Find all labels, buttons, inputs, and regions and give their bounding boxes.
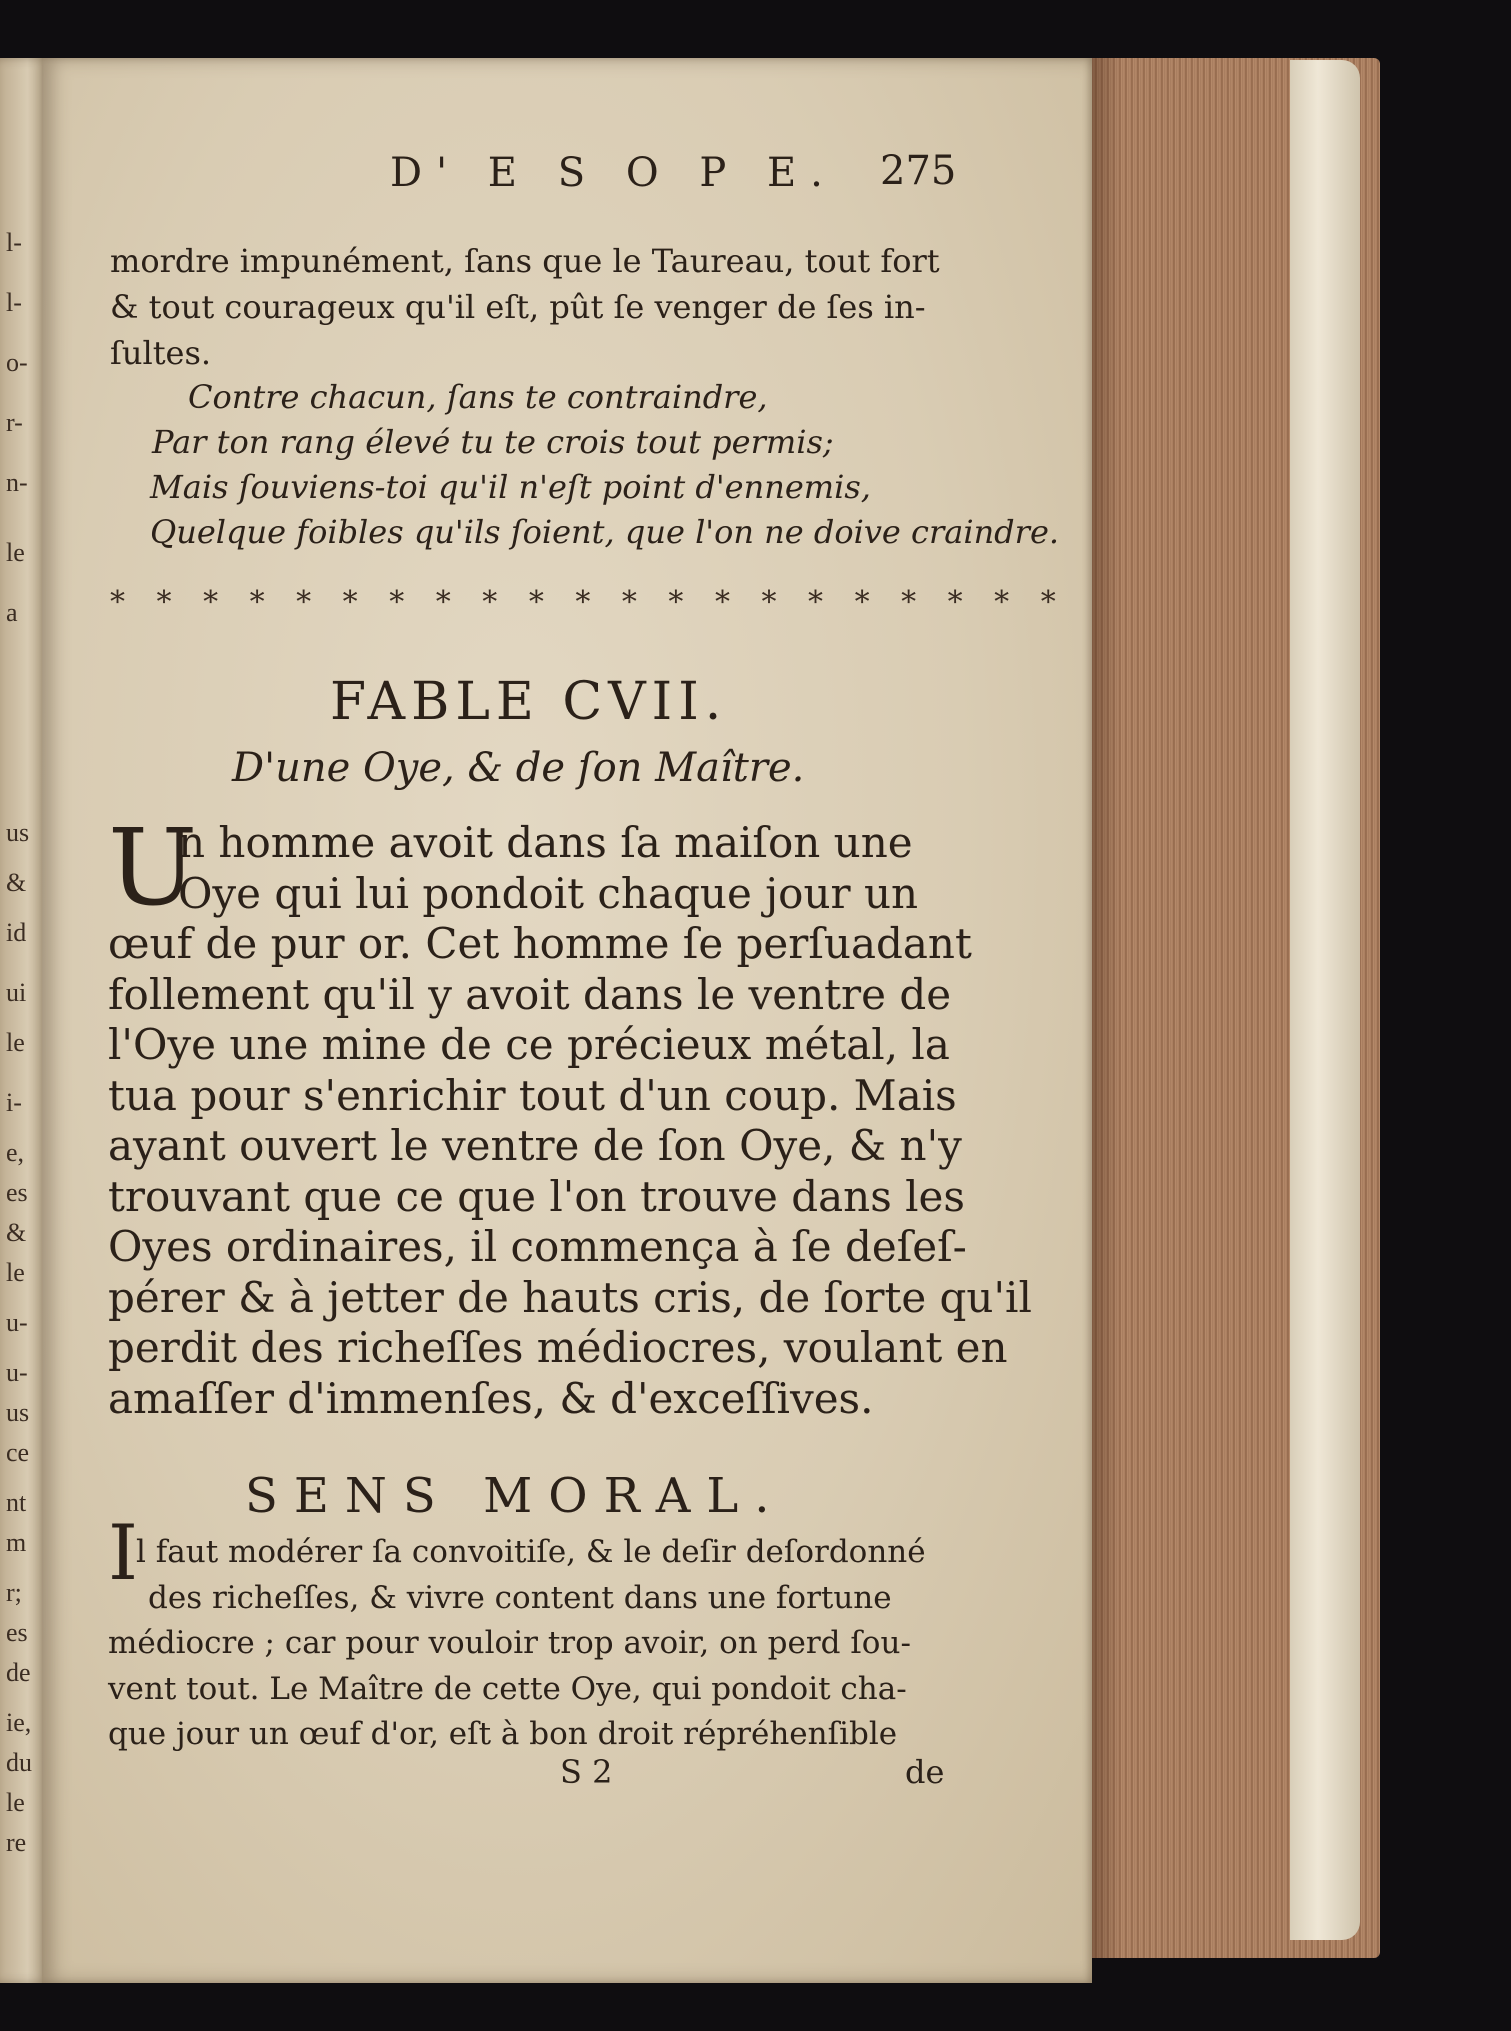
left-page-text-fragment: o-	[6, 348, 28, 377]
fable-title: FABLE CVII.	[330, 672, 728, 732]
signature-mark: S 2	[560, 1753, 613, 1791]
left-page-text-fragment: le	[6, 1788, 25, 1817]
text-line: tua pour s'enrichir tout d'un coup. Mais	[108, 1070, 957, 1120]
left-page-text-fragment: us	[6, 818, 30, 847]
catchword: de	[905, 1753, 945, 1791]
left-page-text-fragment: r;	[6, 1578, 22, 1607]
text-line: ſultes.	[110, 334, 212, 372]
left-page-text-fragment: le	[6, 1028, 25, 1057]
text-line: mordre impunément, ſans que le Taureau, tout fort	[110, 242, 940, 280]
text-line: follement qu'il y avoit dans le ventre de	[108, 969, 952, 1019]
left-page-text-fragment: n-	[6, 468, 28, 497]
text-line: vent tout. Le Maître de cette Oye, qui pondoit cha-	[108, 1670, 907, 1707]
text-line: pérer & à jetter de hauts cris, de ſorte qu'il	[108, 1272, 1032, 1322]
left-page-text-fragment: ui	[6, 978, 27, 1007]
left-page-text-fragment: i-	[6, 1088, 22, 1117]
moral-body	[108, 1530, 926, 1758]
left-page-text-fragment: nt	[6, 1488, 27, 1517]
text-line: perdit des richeſſes médiocres, voulant en	[108, 1323, 1008, 1372]
left-page-text-fragment: a	[6, 598, 18, 627]
left-page-text-fragment: r-	[6, 408, 23, 437]
text-line: ayant ouvert le ventre de ſon Oye, & n'y	[108, 1121, 962, 1170]
left-page-text-fragment: id	[6, 918, 27, 947]
text-line: que jour un œuf d'or, eſt à bon droit répréhenſible	[108, 1716, 898, 1752]
ornament-separator: * * * * * * * * * * * * * * * * * * * * *	[110, 585, 1067, 620]
left-page-text-fragment: de	[6, 1658, 31, 1687]
left-page-text-fragment: le	[6, 1258, 25, 1287]
left-page-text-fragment: du	[6, 1748, 32, 1777]
fable-body	[108, 806, 1032, 1424]
verse-line: Par ton rang élevé tu te crois tout permis;	[152, 423, 834, 461]
verse-line: Contre chacun, ſans te contraindre,	[188, 378, 768, 416]
left-page-text-fragment: ie,	[6, 1708, 32, 1737]
left-page-text-fragment: l-	[6, 228, 22, 257]
left-page-text-fragment: re	[6, 1828, 27, 1857]
running-title: D' E S O P E.	[390, 150, 837, 196]
text-line: l'Oye une mine de ce précieux métal, la	[108, 1020, 950, 1069]
text-line: & tout courageux qu'il eſt, pût ſe venger de ſes in-	[110, 288, 926, 326]
moral-heading: SENS MORAL.	[245, 1468, 786, 1524]
continuation-paragraph	[110, 238, 940, 376]
left-page-text-fragment: &	[6, 868, 27, 897]
left-page-text-fragment: es	[6, 1618, 28, 1647]
left-page-text-fragment: us	[6, 1398, 30, 1427]
left-page-text-fragment: ce	[6, 1438, 30, 1467]
verse-line: Quelque foibles qu'ils ſoient, que l'on ne doive craindre.	[150, 513, 1060, 551]
fable-subtitle: D'une Oye, & de ſon Maître.	[232, 745, 805, 791]
text-line: œuf de pur or. Cet homme ſe perſuadant	[108, 919, 972, 968]
left-page-text-fragment: l-	[6, 288, 22, 317]
text-line: amaſſer d'immenſes, & d'exceſſives.	[108, 1373, 874, 1423]
text-line: médiocre ; car pour vouloir trop avoir, on perd ſou-	[108, 1625, 911, 1661]
left-page-text-fragment: u-	[6, 1358, 28, 1387]
fable-dropcap: U	[108, 806, 198, 929]
moral-dropcap: I	[108, 1508, 139, 1597]
left-page-text-fragment: le	[6, 538, 25, 567]
left-page-text-fragment: &	[6, 1218, 27, 1247]
book-cover-edge	[1290, 60, 1360, 1940]
left-page-text-fragment: e,	[6, 1138, 25, 1167]
text-line: n homme avoit dans ſa maiſon une	[178, 818, 913, 867]
text-line: Oye qui lui pondoit chaque jour un	[178, 868, 919, 918]
left-page-text-fragment: u-	[6, 1308, 28, 1337]
text-line: l faut modérer ſa convoitiſe, & le deſir deſordonné	[136, 1534, 926, 1570]
text-line: Oyes ordinaires, il commença à ſe deſeſ-	[108, 1222, 967, 1271]
verse-line: Mais ſouviens-toi qu'il n'eſt point d'ennemis,	[150, 468, 871, 506]
page-number: 275	[880, 148, 957, 194]
left-page-text-fragment: m	[6, 1528, 27, 1557]
text-line: des richeſſes, & vivre content dans une fortune	[148, 1579, 892, 1616]
text-line: trouvant que ce que l'on trouve dans les	[108, 1171, 965, 1221]
left-page-text-fragment: es	[6, 1178, 28, 1207]
verse-block	[150, 375, 1059, 555]
